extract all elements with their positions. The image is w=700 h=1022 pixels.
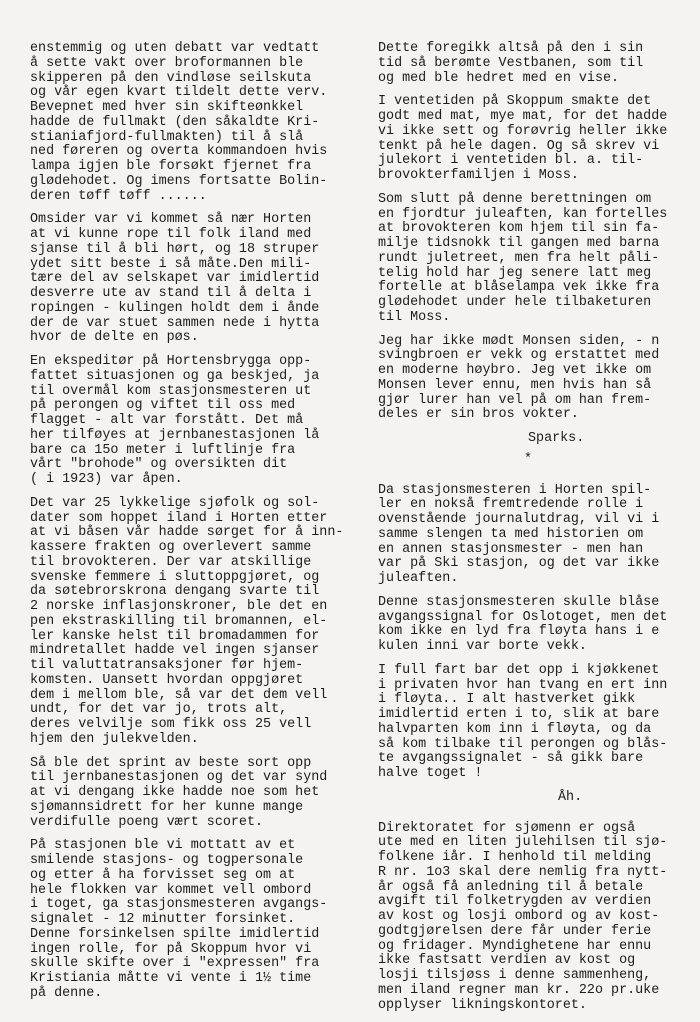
text-line: og fridager. Myndighetene har ennu: [378, 938, 652, 954]
text-line: år også få anledning til å betale: [378, 879, 644, 895]
text-line: hele flokken var kommet vell ombord: [30, 882, 312, 898]
text-line: ydet sitt beste i så måte.Den mili-: [30, 256, 312, 272]
signature-sparks: Sparks.: [528, 431, 585, 446]
text-line: svenske femmere i sluttoppgjøret, og: [30, 569, 320, 585]
text-line: at vi båsen vår hadde sørget for å inn-: [30, 525, 344, 541]
text-line: deres velvilje som fikk oss 25 vell: [30, 717, 312, 732]
text-line: kassere frakten og overlevert samme: [30, 540, 312, 555]
text-line: til jernbanestasjonen og det var synd: [30, 770, 328, 786]
text-line: at vi dengang ikke hadde noe som het: [30, 785, 320, 800]
text-line: Direktoratet for sjømenn er også: [378, 820, 636, 836]
text-line: komsten. Uansett hvordan oppgjøret: [30, 672, 304, 688]
text-line: vi ikke sett og forøvrig heller ikke: [378, 123, 668, 139]
text-line: Jeg har ikke mødt Monsen siden, - n: [378, 333, 660, 349]
text-line: og med ble hedret med en vise.: [378, 70, 620, 86]
text-line: ute med en liten julehilsen til sjø-: [378, 835, 668, 851]
text-line: Det var 25 lykkelige sjøfolk og sol-: [30, 495, 320, 511]
text-line: glødehodet under hele tilbaketuren: [378, 295, 652, 310]
text-line: var på Ski stasjon, og det var ikke: [378, 556, 660, 572]
text-line: en moderne høybro. Jeg vet ikke om: [378, 363, 652, 378]
text-line: skulle skifte over i "expressen" fra: [30, 956, 320, 972]
text-line: Omsider var vi kommet så nær Horten: [30, 212, 312, 228]
paragraph: [378, 335, 698, 424]
text-line: undt, for det var jo, trots alt,: [30, 702, 288, 718]
text-line: Bevepnet med hver sin skifteønkkel: [30, 100, 304, 115]
text-line: ( i 1923) var åpen.: [30, 472, 183, 487]
section-separator-asterisk: *: [523, 451, 533, 467]
text-line: til overmål kom stasjonsmesteren ut: [30, 383, 312, 399]
text-line: her tilføyes at jernbanestasjonen lå: [30, 427, 320, 443]
left-column: [30, 42, 375, 1011]
text-line: å sette vakt over broformannen ble: [30, 55, 304, 71]
text-line: avgangssignal for Oslotoget, men det: [378, 609, 668, 625]
text-line: og vår egen kvart tildelt dette verv.: [30, 85, 328, 101]
text-line: julekort i ventetiden bl. a. til-: [378, 153, 644, 169]
text-line: fortelle at blåselampa vek ikke fra: [378, 280, 660, 296]
text-line: svingbroen er vekk og erstattet med: [378, 348, 660, 364]
text-line: folkene iår. I henhold til melding: [378, 850, 652, 865]
text-line: En ekspeditør på Hortensbrygga opp-: [30, 354, 312, 369]
text-line: hadde de fullmakt (den såkaldte Kri-: [30, 114, 320, 130]
text-line: pen ekstraskilling til bromannen, el-: [30, 613, 328, 629]
text-line: til Moss.: [378, 309, 451, 325]
text-line: tid så berømte Vestbanen, som til: [378, 55, 644, 71]
text-line: at brovokteren kom hjem til sin fa-: [378, 221, 660, 237]
text-line: smilende stasjons- og togpersonale: [30, 853, 304, 868]
text-line: men iland regner man kr. 22o pr.uke: [378, 982, 660, 998]
text-line: te avgangssignalet - så gikk bare: [378, 751, 644, 767]
text-line: at vi kunne rope til folk iland med: [30, 227, 312, 242]
text-line: til brovokteren. Der var atskillige: [30, 554, 312, 570]
text-line: telig hold har jeg senere latt meg: [378, 265, 652, 281]
text-line: Da stasjonsmesteren i Horten spil-: [378, 482, 652, 498]
text-line: godt med mat, mye mat, for det hadde: [378, 109, 668, 124]
text-line: på denne.: [30, 985, 103, 1001]
text-line: hvor de delte en pøs.: [30, 330, 199, 346]
paragraph: [30, 757, 375, 831]
text-line: i privaten hvor han tvang en ert inn: [378, 677, 668, 693]
text-line: hjem den julekvelden.: [30, 731, 199, 747]
text-line: verdifulle poeng vært scoret.: [30, 814, 264, 830]
text-line: ovenstående journalutdrag, vil vi i: [378, 512, 660, 527]
text-line: ingen rolle, for på Skoppum hvor vi: [30, 941, 312, 957]
text-line: glødehodet. Og imens fortsatte Bolin-: [30, 173, 328, 189]
paragraph: [378, 95, 698, 184]
text-line: milje tidsnokk til gangen med barna: [378, 236, 660, 251]
text-line: deles er sin bros vokter.: [378, 407, 579, 423]
text-line: stianiafjord-fullmakten) til å slå: [30, 129, 304, 145]
text-line: ler en nokså fremtredende rolle i: [378, 497, 644, 513]
text-line: i toget, ga stasjonsmesteren avgangs-: [30, 897, 328, 913]
text-line: til valuttatransaksjoner før hjem-: [30, 658, 304, 673]
text-line: imidlertid erten i to, slik at bare: [378, 707, 660, 722]
text-line: juleaften.: [378, 571, 459, 586]
text-line: godtgjørelsen dere får under ferie: [378, 923, 652, 939]
text-line: sjanse til å bli hørt, og 18 struper: [30, 241, 320, 257]
text-line: fattet situasjonen og ga beskjed, ja: [30, 368, 320, 384]
text-line: flagget - alt var forstått. Det må: [30, 413, 304, 428]
text-line: skipperen på den vindløse seilskuta: [30, 70, 312, 86]
text-line: Så ble det sprint av beste sort opp: [30, 755, 312, 771]
paragraph: [30, 839, 375, 1001]
text-line: R nr. 1o3 skal dere nemlig fra nytt-: [378, 864, 668, 880]
text-line: deren tøff tøff ......: [30, 188, 207, 204]
text-line: brovokterfamiljen i Moss.: [378, 168, 579, 183]
text-line: dem i mellom ble, så var det dem vell: [30, 687, 328, 703]
text-line: vårt "brohode" og oversikten dit: [30, 457, 288, 473]
paragraph: [378, 42, 698, 86]
right-column: [378, 42, 698, 1022]
text-line: I full fart bar det opp i kjøkkenet: [378, 662, 660, 678]
text-line: Dette foregikk altså på den i sin: [378, 41, 644, 56]
text-line: da søtebrorskrona dengang svarte til: [30, 584, 320, 600]
paragraph: [378, 596, 698, 655]
paragraph: [378, 193, 698, 326]
text-line: i fløyta.. I alt hastverket gikk: [378, 692, 636, 708]
paragraph: [378, 484, 698, 587]
text-line: en fjordtur juleaften, kan fortelles: [378, 206, 668, 222]
text-line: gjør lurer han vel på om han frem-: [378, 392, 652, 408]
text-line: opplyser likningskontoret.: [378, 997, 587, 1013]
paragraph: [378, 664, 698, 782]
text-line: kom ikke en lyd fra fløyta hans i e: [378, 624, 660, 640]
text-line: 2 norske inflasjonskroner, ble det en: [30, 599, 328, 614]
text-line: halvparten kom inn i fløyta, og da: [378, 721, 652, 737]
text-line: Kristiania måtte vi vente i 1½ time: [30, 971, 312, 986]
text-line: bare ca 15o meter i luftlinje fra: [30, 442, 296, 458]
text-line: der de var stuet sammen nede i hytta: [30, 315, 320, 331]
text-line: ropingen - kulingen holdt dem i ånde: [30, 300, 320, 316]
text-line: mindretallet hadde vel ingen sjanser: [30, 643, 320, 659]
text-line: Denne forsinkelsen spilte imidlertid: [30, 926, 320, 942]
text-line: lampa igjen ble forsøkt fjernet fra: [30, 159, 312, 174]
paragraph: [30, 355, 375, 488]
text-line: på perongen og viftet til oss med: [30, 398, 296, 414]
text-line: kulen inni var borte vekk.: [378, 639, 587, 654]
text-line: så kom tilbake til perongen og blås-: [378, 736, 668, 752]
text-line: signalet - 12 minutter forsinket.: [30, 912, 296, 927]
text-line: På stasjonen ble vi mottatt av et: [30, 838, 296, 854]
text-line: Som slutt på denne berettningen om: [378, 191, 652, 207]
signature-ah: Åh.: [558, 789, 583, 805]
text-line: og etter å ha forvisset seg om at: [30, 867, 296, 883]
paragraph: [30, 497, 375, 748]
text-line: ler kanske helst til bromadammen for: [30, 628, 320, 644]
right-column-story-end: [378, 42, 698, 423]
text-line: desverre ute av stand til å delta i: [30, 286, 312, 301]
text-line: en annen stasjonsmester - men han: [378, 541, 644, 557]
text-line: enstemmig og uten debatt var vedtatt: [30, 41, 320, 56]
paragraph: [30, 42, 375, 204]
right-column-stationmaster-story: [378, 484, 698, 782]
text-line: tære del av selskapet var imidlertid: [30, 271, 320, 287]
text-line: I ventetiden på Skoppum smakte det: [378, 94, 652, 110]
text-line: tenkt på hele dagen. Og så skrev vi: [378, 138, 660, 154]
text-line: Monsen lever ennu, men hvis han så: [378, 377, 652, 393]
text-line: halve toget !: [378, 766, 483, 781]
text-line: Denne stasjonsmesteren skulle blåse: [378, 594, 660, 610]
text-line: ned føreren og overta kommandoen hvis: [30, 144, 328, 160]
text-line: rundt juletreet, men fra helt påli-: [378, 250, 660, 266]
text-line: sjømannsidrett for her kunne mange: [30, 799, 304, 815]
text-line: samme slengen ta med historien om: [378, 526, 644, 542]
paragraph: [378, 822, 698, 1014]
text-line: av kost og losji ombord og av kost-: [378, 909, 660, 924]
text-line: avgift til folketrygden av verdien: [378, 894, 652, 910]
right-column-directorate-note: [378, 822, 698, 1014]
text-line: dater som hoppet iland i Horten etter: [30, 510, 328, 526]
paragraph: [30, 213, 375, 346]
text-line: losji tilsjøss i denne sammenheng,: [378, 968, 652, 983]
text-line: ikke fastsatt verdien av kost og: [378, 953, 636, 969]
